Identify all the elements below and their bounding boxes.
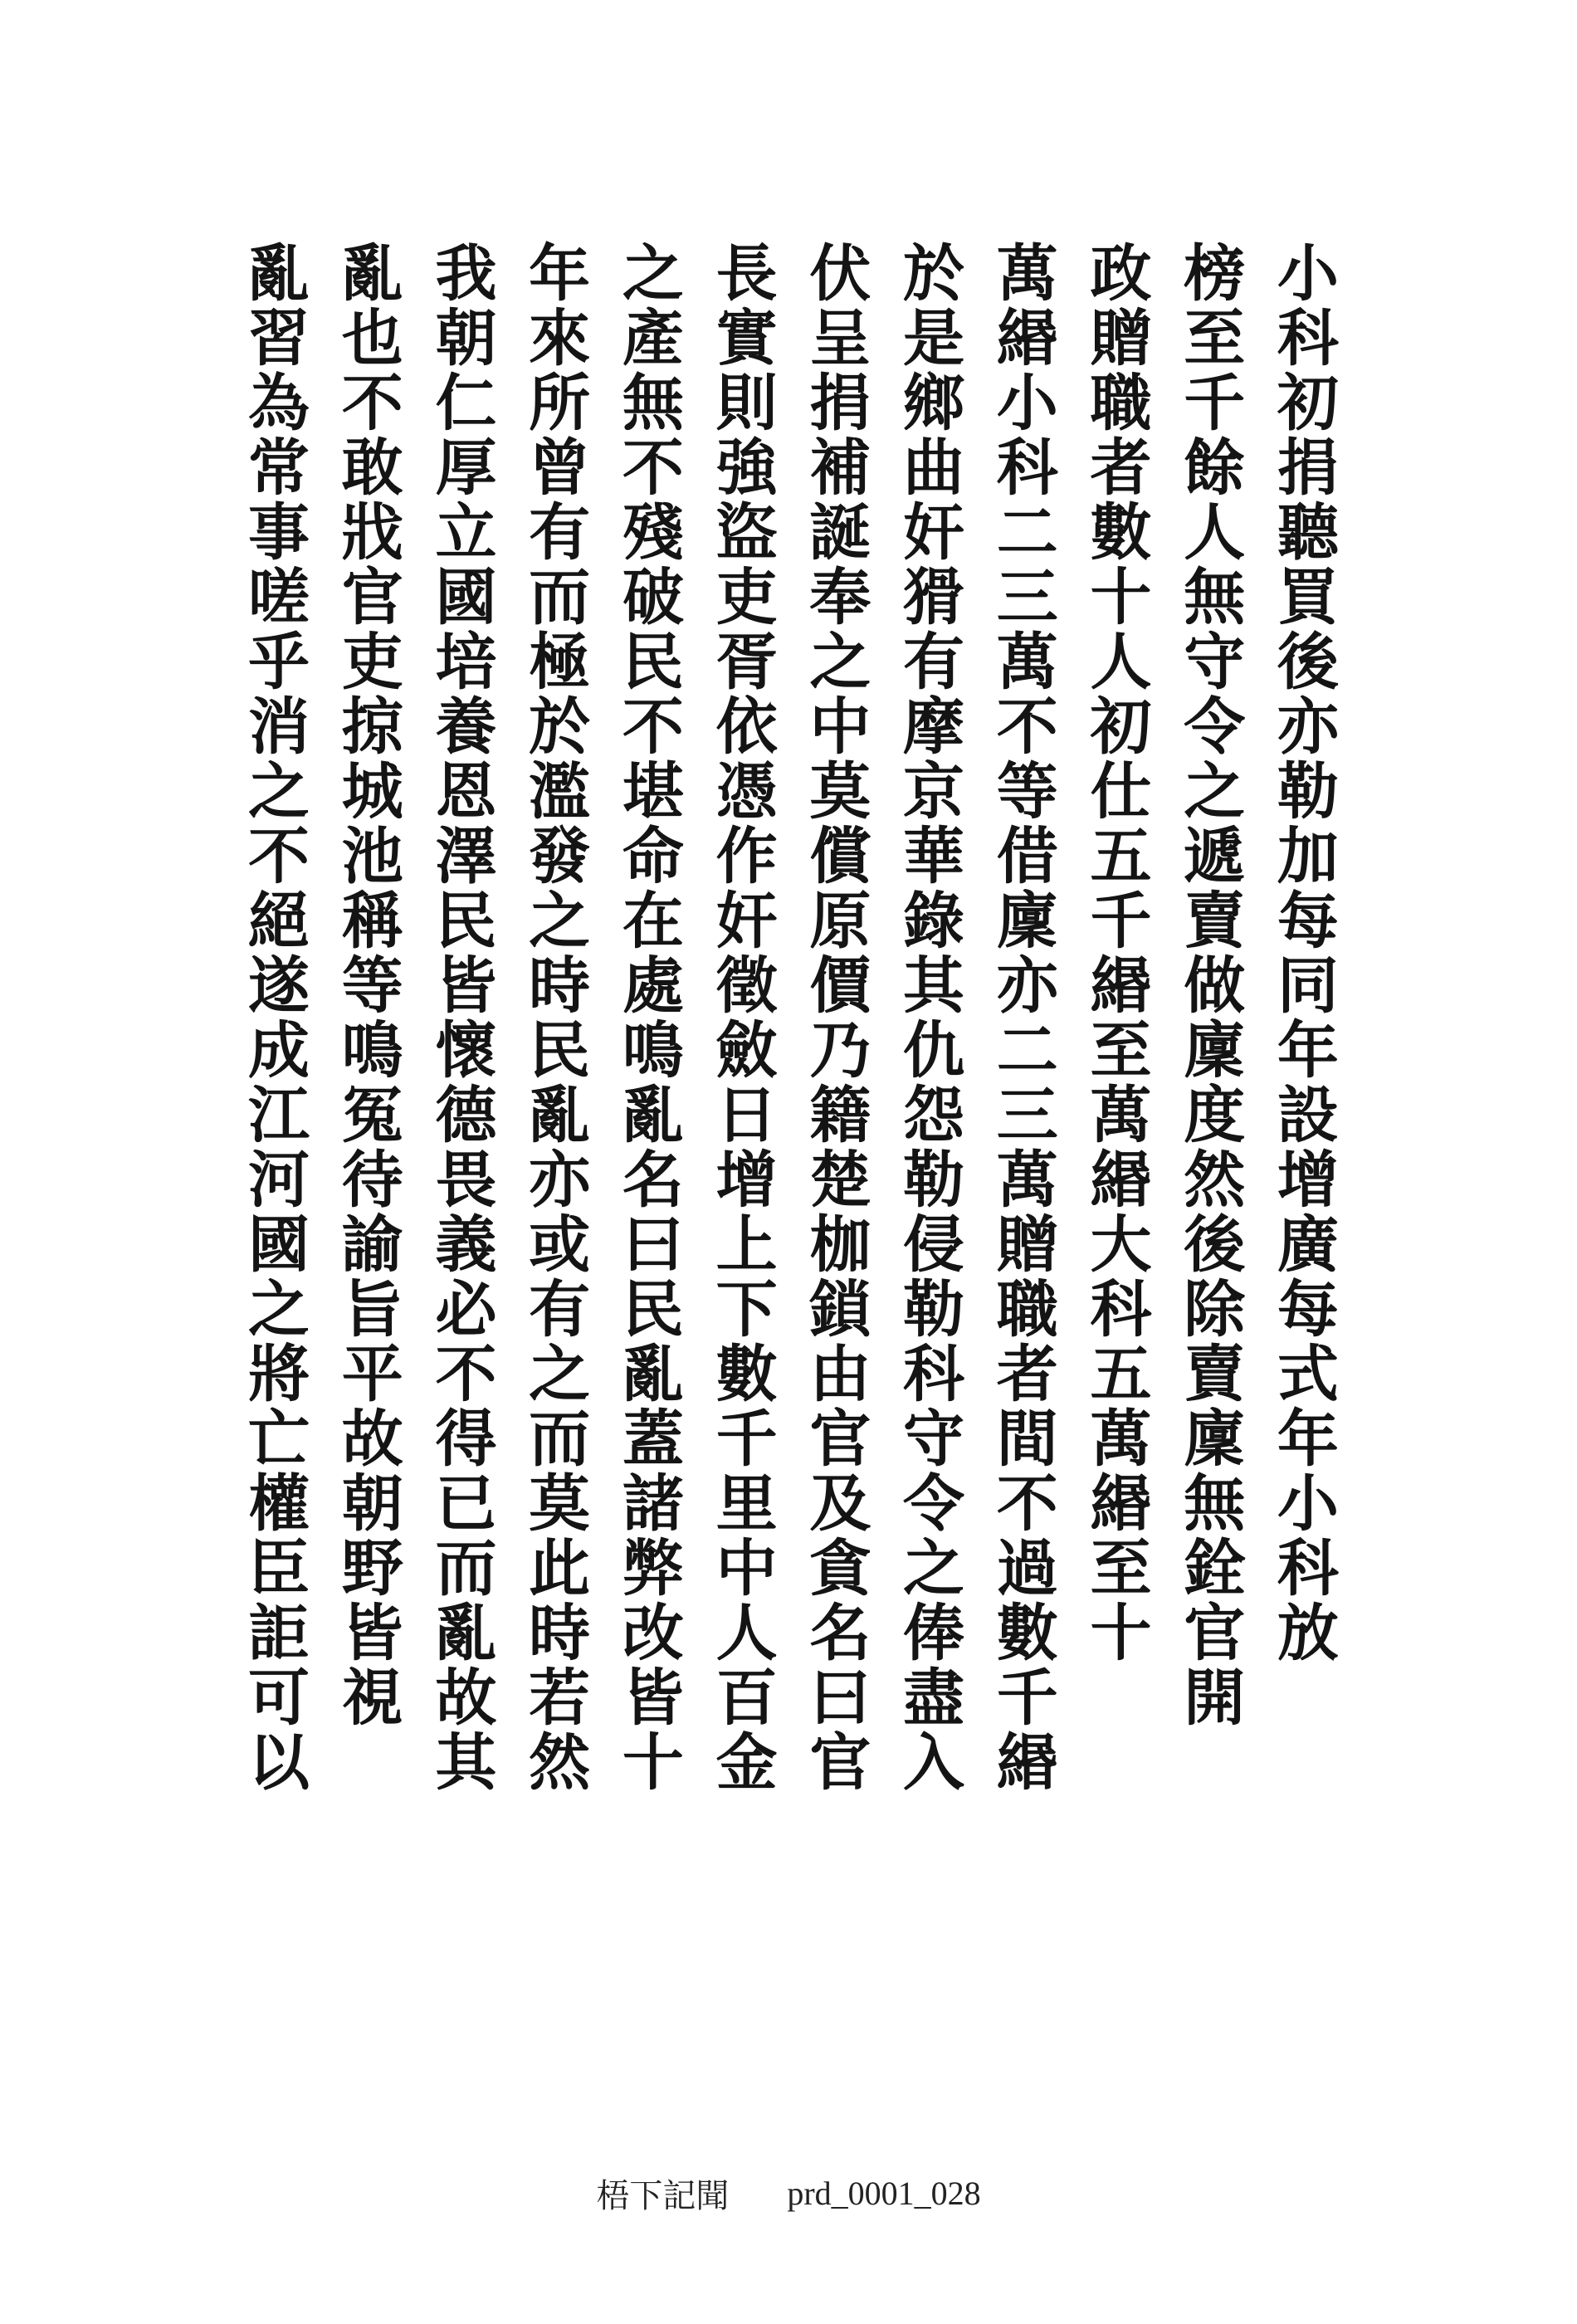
text-column-7: 長實則強盜吏胥依憑作奸徵斂日增上下數千里中人百金 (706, 241, 778, 1794)
text-column-3: 政贈職者數十人初仕五千緡至萬緡大科五萬緡至十 (1080, 241, 1152, 1665)
text-column-9: 年來所曾有而極於濫發之時民亂亦或有之而莫此時若然 (519, 241, 591, 1794)
text-column-5: 於是鄉曲奸猾有摩京華錄其仇怨勒侵勒科守令之俸盡入 (893, 241, 965, 1794)
text-column-12: 亂習為常事嗟乎消之不絕遂成江河國之將亡權臣詎可以 (238, 241, 310, 1794)
document-title: 梧下記聞 (596, 2176, 730, 2214)
page-identifier: prd_0001_028 (787, 2174, 981, 2212)
text-column-6: 伏呈捐補誕奉之中莫償原價乃籍楚枷鎖由官及貪名曰官 (799, 241, 872, 1794)
text-column-8: 之產無不殘破民不堪命在處鳴亂名曰民亂蓋諸弊改皆十 (612, 241, 684, 1794)
text-column-2: 榜至千餘人無守令之遞賣做廩度然後除賣廩無銓官開 (1174, 241, 1246, 1730)
text-column-11: 亂也不敢戕官吏掠城池稱等鳴冤待諭旨平故朝野皆視 (331, 241, 403, 1730)
page-footer (0, 2168, 1577, 2218)
manuscript-text-block (237, 241, 1340, 1859)
text-column-1: 小科初捐聽買後亦勒加每同年設增廣每式年小科放 (1267, 241, 1339, 1665)
text-column-4: 萬緡小科二三萬不等借廩亦二三萬贈職者間不過數千緡 (986, 241, 1058, 1794)
text-column-10: 我朝仁厚立國培養恩澤民皆懷德畏義必不得已而亂故其 (425, 241, 497, 1794)
